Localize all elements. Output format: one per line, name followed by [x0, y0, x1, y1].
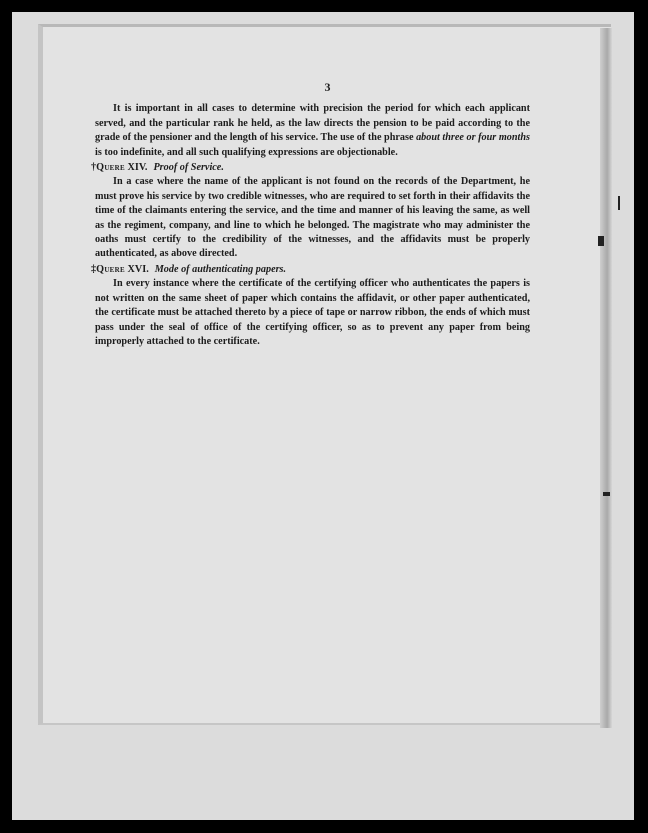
emphasis-phrase: about three or four months — [416, 132, 530, 144]
ink-mark — [598, 236, 604, 246]
page-fold-edge — [600, 28, 612, 728]
section-body-xiv: In a case where the name of the applicant is not found on the records of the Department, he must prove his service by two credible witnesses, who are required to set forth in their affidavits the time of the claimants entering the service, and the time and manner of his leaving the same, as well as the regiment, company, and line to which he belonged. The magistrate who may administer the oaths must certify to the credibility of the witnesses, and the affidavits must be properly authenticated, as above directed. — [95, 176, 530, 260]
ink-mark — [618, 196, 620, 210]
page-number: 3 — [324, 80, 331, 94]
ink-mark — [603, 492, 610, 496]
section-body-xvi: In every instance where the certificate of the certifying officer who authenticates the papers is not written on the same sheet of paper which contains the affidavit, or other paper authenticated, the certificate must be attached thereto by a piece of tape or narrow ribbon, the ends of which must pass under the seal of office of the certifying officer, so as to prevent any paper from being improperly attached to the certificate. — [95, 278, 530, 347]
section-heading-xiv: †Querе XIV. Proof of Service. — [91, 162, 224, 174]
intro-paragraph: It is important in all cases to determine with precision the period for which each applicant served, and the particular rank he held, as the law directs the pension to be paid according to the grade of the pensioner and the length of his service. The use of the phrase about three or four months is too indefinite, and all such qualifying expressions are objectionable. — [95, 103, 530, 158]
section-heading-xvi: ‡Quere XVI. Mode of authenticating papers. — [91, 263, 287, 275]
document-text — [91, 80, 530, 349]
